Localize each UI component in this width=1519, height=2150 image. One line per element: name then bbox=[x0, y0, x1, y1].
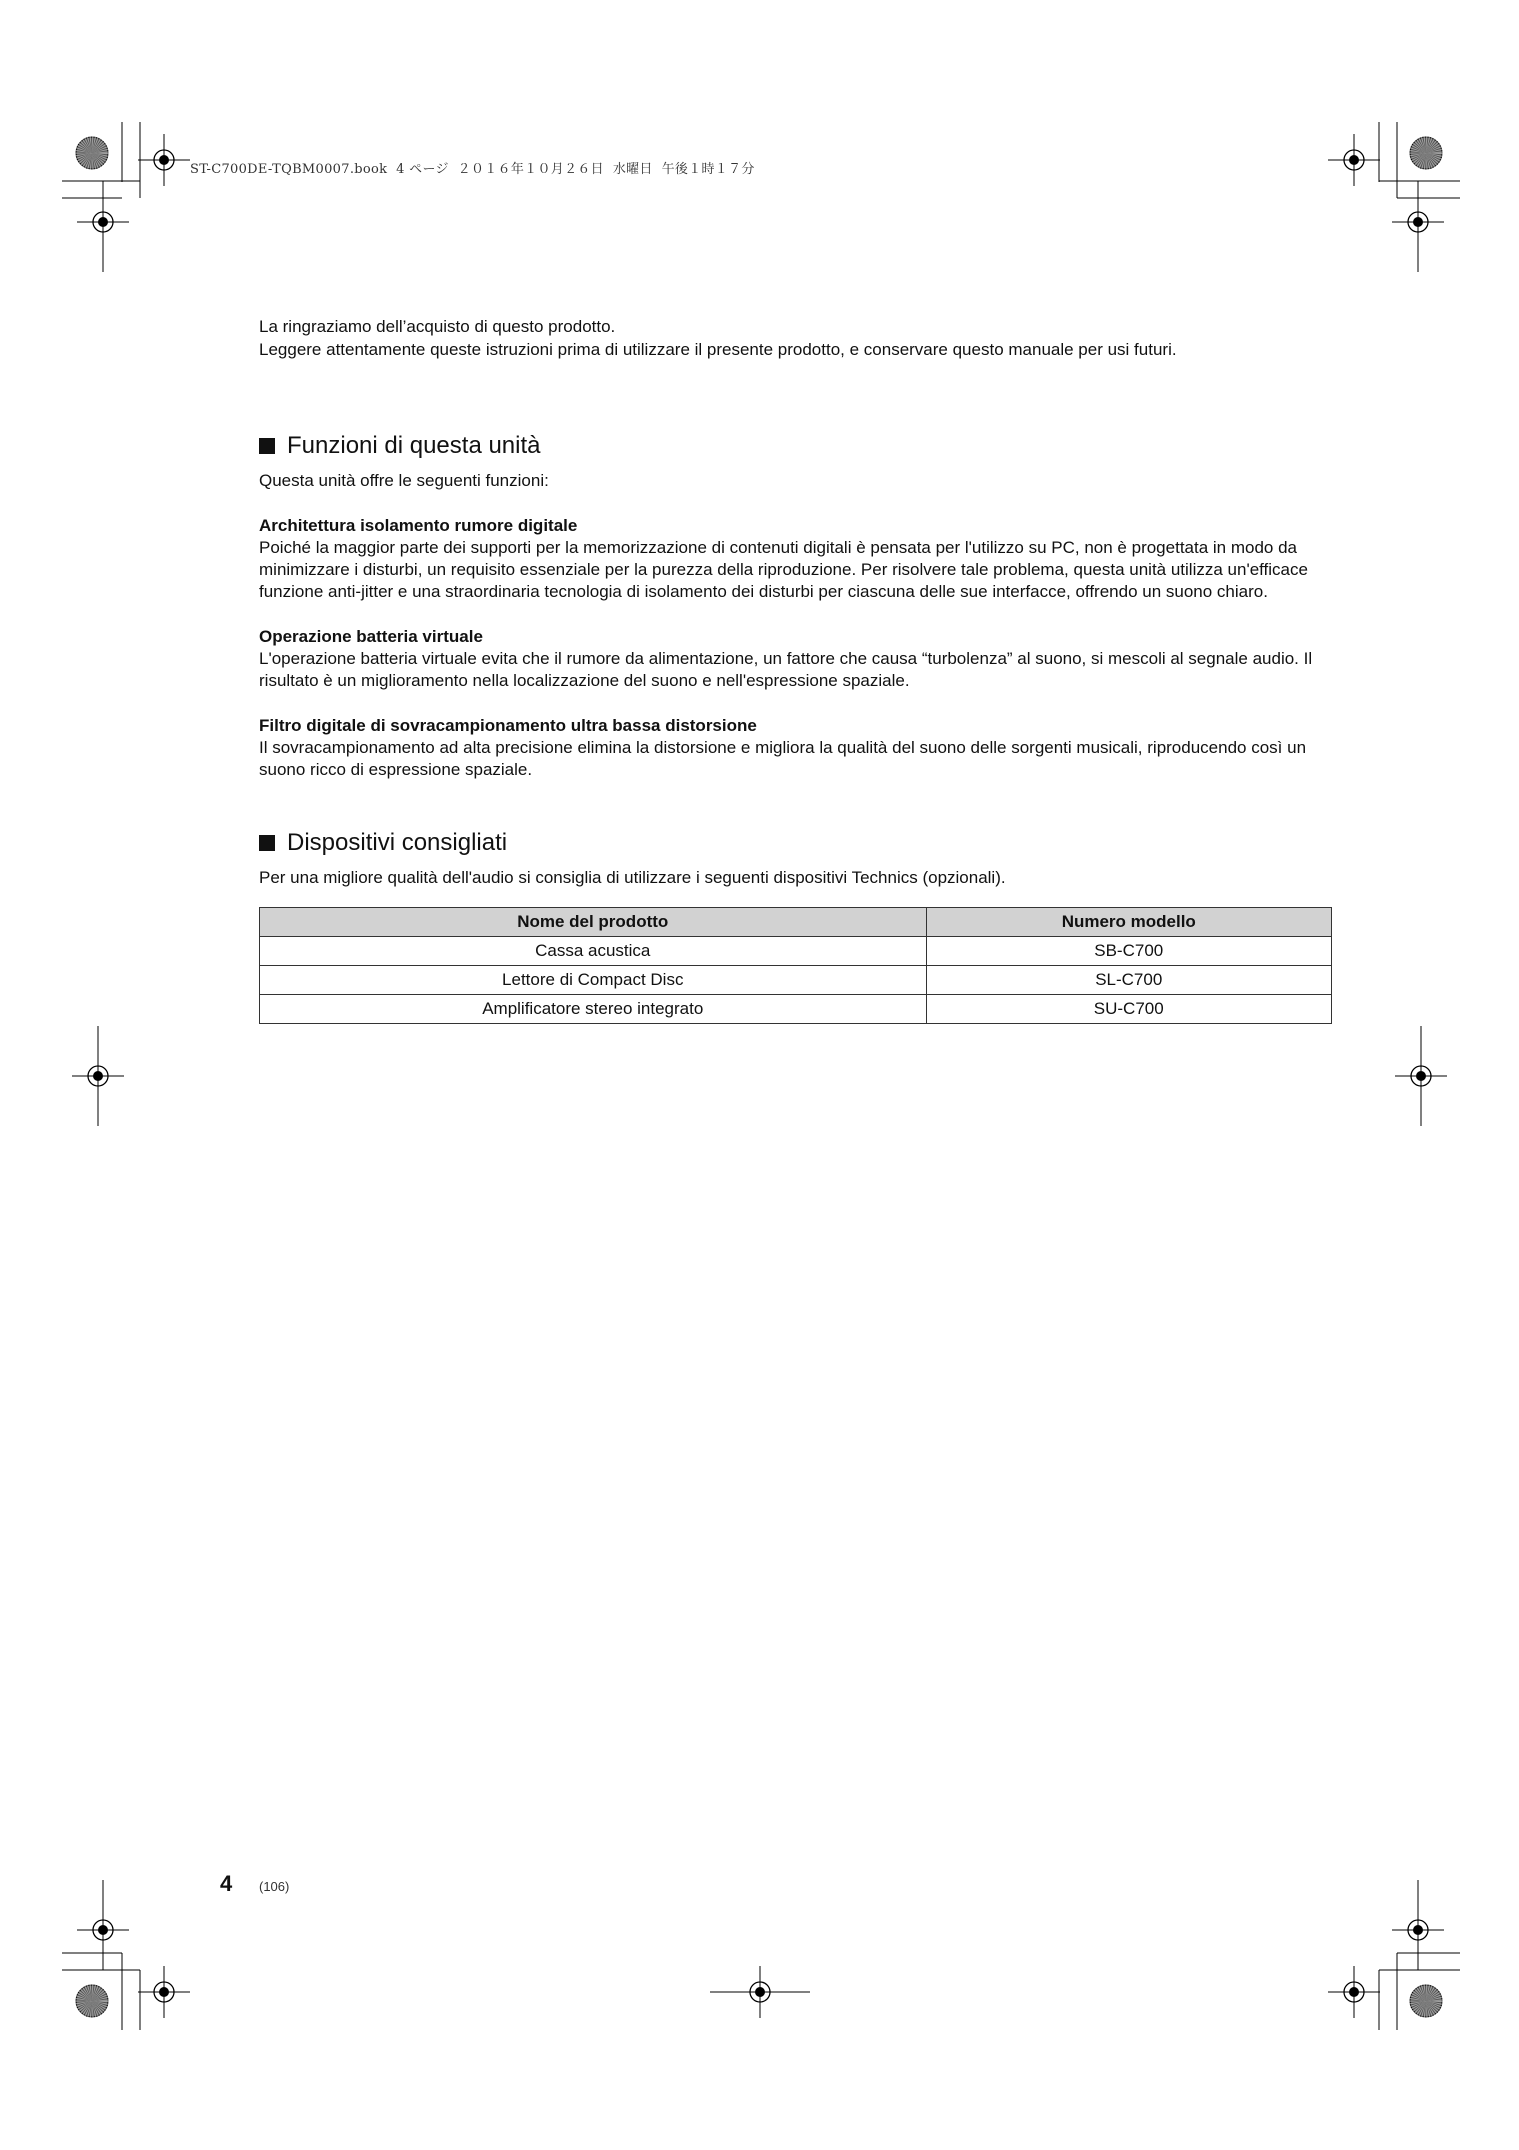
product-name-cell: Cassa acustica bbox=[260, 937, 927, 966]
page-number: 4 bbox=[220, 1871, 233, 1896]
devices-section bbox=[259, 828, 1331, 1024]
table-row bbox=[260, 995, 1332, 1024]
page-reference: (106) bbox=[259, 1879, 290, 1894]
table-row bbox=[260, 966, 1332, 995]
recommended-devices-table bbox=[259, 907, 1332, 1024]
feature-text: Il sovracampionamento ad alta precisione elimina la distorsione e migliora la qualità del suono delle sorgenti musicali, riproducendo così un suono ricco di espressione spaziale. bbox=[259, 738, 1307, 779]
section-title-text: Funzioni di questa unità bbox=[287, 432, 541, 459]
registration-star-icon bbox=[1410, 1985, 1442, 2017]
page-content bbox=[259, 315, 1331, 1024]
model-number-cell: SB-C700 bbox=[926, 937, 1332, 966]
registration-mark-icon bbox=[138, 134, 190, 186]
feature-block bbox=[259, 715, 1331, 781]
column-header: Numero modello bbox=[926, 908, 1332, 937]
feature-block bbox=[259, 626, 1331, 692]
section-title bbox=[259, 431, 1331, 461]
section-lead: Questa unità offre le seguenti funzioni: bbox=[259, 471, 549, 490]
square-bullet-icon bbox=[259, 835, 275, 851]
feature-title: Operazione batteria virtuale bbox=[259, 627, 483, 646]
functions-section bbox=[259, 431, 1331, 781]
intro-line: La ringraziamo dell’acquisto di questo prodotto. bbox=[259, 317, 616, 336]
product-name-cell: Lettore di Compact Disc bbox=[260, 966, 927, 995]
registration-star-icon bbox=[76, 137, 108, 169]
print-file-header: ST-C700DE-TQBM0007.book 4 ページ ２０１６年１０月２６日 水曜日 午後１時１７分 bbox=[190, 162, 755, 177]
intro bbox=[259, 315, 1331, 361]
square-bullet-icon bbox=[259, 438, 275, 454]
registration-mark-icon bbox=[1328, 1966, 1380, 2018]
registration-mark-icon bbox=[138, 1966, 190, 2018]
section-title bbox=[259, 828, 1331, 858]
feature-text: L'operazione batteria virtuale evita che il rumore da alimentazione, un fattore che causa “turbolenza” al suono, si mescoli al segnale audio. Il risultato è un miglioramento nella localizzazione del suono e nell'espressione spaziale. bbox=[259, 649, 1313, 690]
feature-block bbox=[259, 515, 1331, 603]
registration-star-icon bbox=[1410, 137, 1442, 169]
section-lead: Per una migliore qualità dell'audio si consiglia di utilizzare i seguenti dispositivi Technics (opzionali). bbox=[259, 868, 1006, 887]
registration-mark-icon bbox=[1328, 134, 1380, 186]
registration-star-icon bbox=[76, 1985, 108, 2017]
model-number-cell: SL-C700 bbox=[926, 966, 1332, 995]
table-header-row bbox=[260, 908, 1332, 937]
feature-title: Architettura isolamento rumore digitale bbox=[259, 516, 578, 535]
product-name-cell: Amplificatore stereo integrato bbox=[260, 995, 927, 1024]
intro-line: Leggere attentamente queste istruzioni prima di utilizzare il presente prodotto, e conservare questo manuale per usi futuri. bbox=[259, 340, 1177, 359]
section-title-text: Dispositivi consigliati bbox=[287, 829, 508, 856]
feature-title: Filtro digitale di sovracampionamento ultra bassa distorsione bbox=[259, 716, 757, 735]
column-header: Nome del prodotto bbox=[260, 908, 927, 937]
table-row bbox=[260, 937, 1332, 966]
feature-text: Poiché la maggior parte dei supporti per la memorizzazione di contenuti digitali è pensata per l'utilizzo su PC, non è progettata in modo da minimizzare i disturbi, un requisito essenziale per la purezza della riproduzione. Per risolvere tale problema, questa unità utilizza un'efficace funzione anti-jitter e una straordinaria tecnologia di isolamento dei disturbi per ciascuna delle sue interfacce, offrendo un suono chiaro. bbox=[259, 538, 1308, 601]
model-number-cell: SU-C700 bbox=[926, 995, 1332, 1024]
